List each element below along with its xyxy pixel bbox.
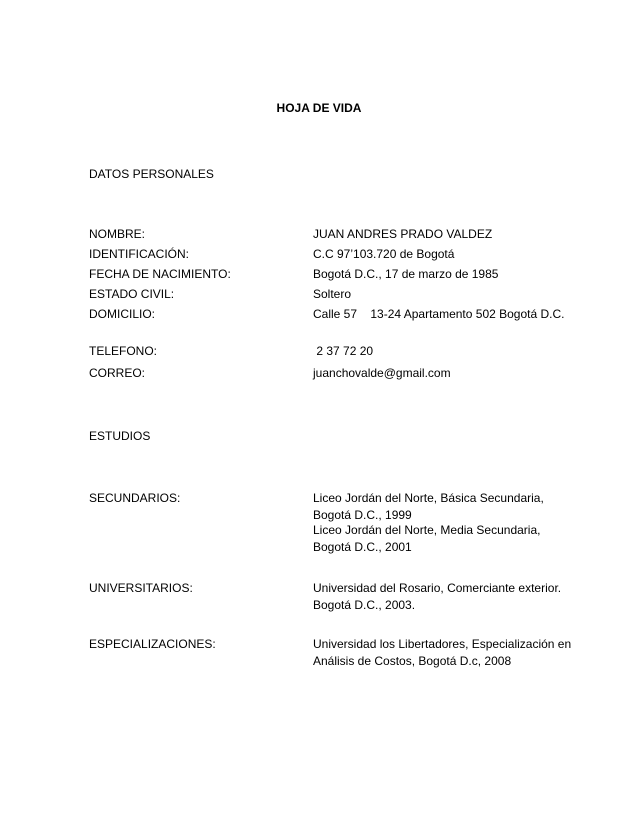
field-label-specializations: ESPECIALIZACIONES: <box>89 637 216 651</box>
field-label-secondary: SECUNDARIOS: <box>89 491 181 505</box>
study-entry-university: Universidad del Rosario, Comerciante exterior. Bogotá D.C., 2003. <box>313 581 562 612</box>
field-value-name: JUAN ANDRES PRADO VALDEZ <box>313 227 493 241</box>
study-entry-specialization: Universidad los Libertadores, Especialización en Análisis de Costos, Bogotá D.c, 2008 <box>313 637 572 668</box>
field-label-email: CORREO: <box>89 366 146 380</box>
field-label-phone: TELEFONO: <box>89 344 158 358</box>
study-entry-secondary-1: Liceo Jordán del Norte, Básica Secundaria, Bogotá D.C., 1999 <box>313 491 544 522</box>
field-label-civil-status: ESTADO CIVIL: <box>89 287 175 301</box>
field-label-identification: IDENTIFICACIÓN: <box>89 247 190 261</box>
field-value-civil-status: Soltero <box>313 287 352 301</box>
field-value-email: juanchovalde@gmail.com <box>313 366 451 380</box>
section-heading-studies: ESTUDIOS <box>89 429 151 443</box>
field-label-name: NOMBRE: <box>89 227 146 241</box>
field-value-address: Calle 57 13-24 Apartamento 502 Bogotá D.C. <box>313 307 565 321</box>
page-title: HOJA DE VIDA <box>276 101 362 115</box>
field-label-birthdate: FECHA DE NACIMIENTO: <box>89 267 231 281</box>
study-entry-secondary-2: Liceo Jordán del Norte, Media Secundaria, Bogotá D.C., 2001 <box>313 523 541 554</box>
field-value-birthdate: Bogotá D.C., 17 de marzo de 1985 <box>313 267 499 281</box>
field-label-address: DOMICILIO: <box>89 307 156 321</box>
field-value-identification: C.C 97’103.720 de Bogotá <box>313 247 455 261</box>
field-label-university: UNIVERSITARIOS: <box>89 581 193 595</box>
field-value-phone: 2 37 72 20 <box>313 344 374 358</box>
section-heading-personal: DATOS PERSONALES <box>89 167 214 181</box>
